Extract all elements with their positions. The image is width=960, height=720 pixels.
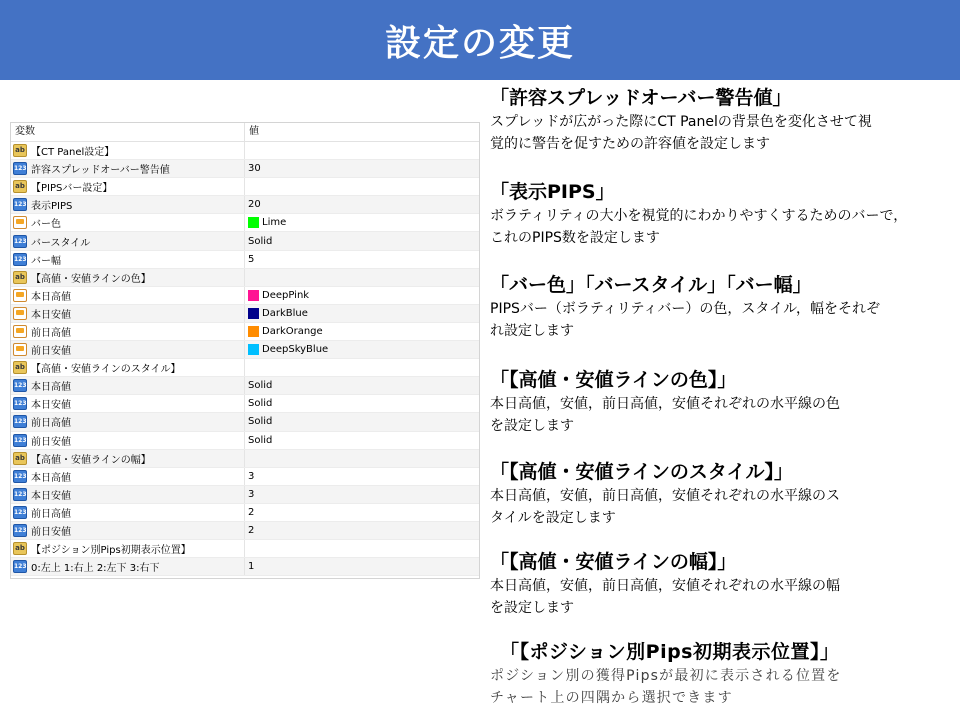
desc-title: 「【ポジション別Pips初期表示位置】」 <box>500 641 840 663</box>
desc-bar-settings <box>490 273 950 342</box>
variable-cell[interactable] <box>11 341 245 358</box>
numeric-icon: 123 <box>13 488 27 501</box>
color-icon <box>13 289 27 302</box>
variable-value: DeepPink <box>262 289 310 301</box>
desc-spread-warning <box>490 86 950 155</box>
grid-row[interactable] <box>11 341 479 359</box>
variable-value: DeepSkyBlue <box>262 344 329 356</box>
ab-icon: ab <box>13 361 27 374</box>
variable-cell[interactable] <box>11 504 245 521</box>
grid-row[interactable] <box>11 395 479 413</box>
variable-name: 前日高値 <box>31 418 71 430</box>
numeric-icon: 123 <box>13 198 27 211</box>
variable-cell[interactable] <box>11 522 245 539</box>
value-cell[interactable] <box>245 305 479 322</box>
numeric-icon: 123 <box>13 506 27 519</box>
color-icon <box>13 325 27 338</box>
variable-cell[interactable] <box>11 160 245 177</box>
value-cell[interactable] <box>245 178 479 195</box>
variable-value: 2 <box>248 525 255 537</box>
desc-body <box>490 575 950 619</box>
desc-display-pips <box>490 180 950 249</box>
grid-row[interactable] <box>11 323 479 341</box>
variable-name: 【高値・安値ラインの色】 <box>31 273 151 285</box>
variable-cell[interactable] <box>11 214 245 231</box>
variable-cell[interactable] <box>11 468 245 485</box>
value-cell[interactable] <box>245 558 479 575</box>
grid-row[interactable] <box>11 413 479 431</box>
grid-body <box>11 142 479 576</box>
desc-title: 「バー色」「バースタイル」「バー幅」 <box>490 274 812 296</box>
title-banner <box>0 0 960 80</box>
variable-name: 本日高値 <box>31 472 71 484</box>
grid-row[interactable] <box>11 214 479 232</box>
color-icon <box>13 307 27 320</box>
variable-name: バースタイル <box>31 237 91 249</box>
desc-body <box>490 665 950 709</box>
desc-line: ポジション別の獲得Pipsが最初に表示される位置を <box>490 668 842 684</box>
color-swatch <box>248 217 259 228</box>
variable-value: Solid <box>248 235 273 247</box>
variable-name: 【高値・安値ラインのスタイル】 <box>31 364 181 376</box>
grid-row[interactable] <box>11 359 479 377</box>
numeric-icon: 123 <box>13 379 27 392</box>
color-icon <box>13 343 27 356</box>
variable-cell[interactable] <box>11 432 245 449</box>
desc-line: を設定します <box>490 600 574 616</box>
grid-row[interactable] <box>11 305 479 323</box>
value-cell[interactable] <box>245 287 479 304</box>
grid-row[interactable] <box>11 269 479 287</box>
value-cell[interactable] <box>245 413 479 430</box>
desc-title: 「表示PIPS」 <box>490 181 615 203</box>
variable-cell[interactable] <box>11 269 245 286</box>
value-cell[interactable] <box>245 359 479 376</box>
numeric-icon: 123 <box>13 235 27 248</box>
column-header-variable[interactable]: 変数 <box>11 123 245 141</box>
variable-name: 本日安値 <box>31 490 71 502</box>
variable-cell[interactable] <box>11 196 245 213</box>
variable-name: 許容スプレッドオーバー警告値 <box>31 165 170 177</box>
numeric-icon: 123 <box>13 524 27 537</box>
variable-name: 前日高値 <box>31 508 71 520</box>
variable-name: 前日安値 <box>31 527 71 539</box>
grid-row[interactable] <box>11 142 479 160</box>
grid-row[interactable] <box>11 450 479 468</box>
numeric-icon: 123 <box>13 162 27 175</box>
variable-value: 2 <box>248 506 255 518</box>
ab-icon: ab <box>13 271 27 284</box>
numeric-icon: 123 <box>13 560 27 573</box>
variable-name: 前日安値 <box>31 436 71 448</box>
page-title: 設定の変更 <box>384 22 575 64</box>
grid-row[interactable] <box>11 468 479 486</box>
color-swatch <box>248 308 259 319</box>
desc-title: 「【高値・安値ラインの色】」 <box>490 369 737 391</box>
variable-cell[interactable] <box>11 413 245 430</box>
color-swatch <box>248 290 259 301</box>
variable-value: Lime <box>262 217 287 229</box>
value-cell[interactable] <box>245 251 479 268</box>
grid-row[interactable] <box>11 432 479 450</box>
variable-name: 本日安値 <box>31 400 71 412</box>
variable-name: 表示PIPS <box>31 201 73 213</box>
variable-cell[interactable] <box>11 232 245 249</box>
property-grid <box>10 122 480 579</box>
value-cell[interactable] <box>245 504 479 521</box>
numeric-icon: 123 <box>13 397 27 410</box>
variable-value: 30 <box>248 163 261 175</box>
desc-line: これのPIPS数を設定します <box>490 230 660 246</box>
grid-header <box>11 123 479 142</box>
value-cell[interactable] <box>245 323 479 340</box>
value-cell[interactable] <box>245 142 479 159</box>
color-swatch <box>248 326 259 337</box>
desc-line-width <box>490 550 950 619</box>
desc-position-pips <box>490 640 950 709</box>
grid-row[interactable] <box>11 232 479 250</box>
value-cell[interactable] <box>245 232 479 249</box>
desc-line: タイルを設定します <box>490 510 616 526</box>
numeric-icon: 123 <box>13 470 27 483</box>
grid-row[interactable] <box>11 160 479 178</box>
variable-value: Solid <box>248 380 273 392</box>
variable-value: Solid <box>248 398 273 410</box>
variable-cell[interactable] <box>11 359 245 376</box>
grid-row[interactable] <box>11 558 479 576</box>
variable-value: 3 <box>248 470 255 482</box>
value-cell[interactable] <box>245 522 479 539</box>
desc-line: ボラティリティの大小を視覚的にわかりやすくするためのバーで， <box>490 208 908 224</box>
variable-name: 前日安値 <box>31 346 71 358</box>
grid-row[interactable] <box>11 377 479 395</box>
grid-row[interactable] <box>11 540 479 558</box>
grid-row[interactable] <box>11 251 479 269</box>
grid-row[interactable] <box>11 196 479 214</box>
desc-body <box>490 298 950 342</box>
value-cell[interactable] <box>245 377 479 394</box>
grid-row[interactable] <box>11 504 479 522</box>
variable-name: バー幅 <box>31 255 61 267</box>
variable-cell[interactable] <box>11 323 245 340</box>
grid-row[interactable] <box>11 178 479 196</box>
desc-line-style <box>490 460 950 529</box>
desc-line: 本日高値，安値，前日高値，安値それぞれの水平線の色 <box>490 396 840 412</box>
variable-cell[interactable] <box>11 287 245 304</box>
value-cell[interactable] <box>245 486 479 503</box>
value-cell[interactable] <box>245 269 479 286</box>
variable-name: 【高値・安値ラインの幅】 <box>31 454 151 466</box>
variable-cell[interactable] <box>11 486 245 503</box>
value-cell[interactable] <box>245 450 479 467</box>
grid-row[interactable] <box>11 486 479 504</box>
variable-cell[interactable] <box>11 395 245 412</box>
variable-name: 【ポジション別Pips初期表示位置】 <box>31 545 191 557</box>
variable-name: 本日高値 <box>31 382 71 394</box>
desc-line-color <box>490 368 950 437</box>
variable-name: 【PIPSバー設定】 <box>31 183 113 195</box>
ab-icon: ab <box>13 542 27 555</box>
value-cell[interactable] <box>245 214 479 231</box>
variable-name: 前日高値 <box>31 327 71 339</box>
desc-line: れ設定します <box>490 323 574 339</box>
color-swatch <box>248 344 259 355</box>
variable-name: 0:左上 1:右上 2:左下 3:右下 <box>31 563 160 575</box>
desc-line: チャート上の四隅から選択できます <box>490 690 733 706</box>
variable-cell[interactable] <box>11 178 245 195</box>
variable-value: 3 <box>248 488 255 500</box>
value-cell[interactable] <box>245 540 479 557</box>
value-cell[interactable] <box>245 395 479 412</box>
variable-value: Solid <box>248 416 273 428</box>
desc-title: 「【高値・安値ラインの幅】」 <box>490 551 737 573</box>
variable-cell[interactable] <box>11 558 245 575</box>
desc-line: スプレッドが広がった際にCT Panelの背景色を変化させて視 <box>490 114 872 130</box>
variable-name: 【CT Panel設定】 <box>31 147 115 159</box>
value-cell[interactable] <box>245 196 479 213</box>
desc-body <box>490 485 950 529</box>
ab-icon: ab <box>13 452 27 465</box>
variable-name: バー色 <box>31 219 61 231</box>
color-icon <box>13 216 27 229</box>
variable-value: DarkBlue <box>262 307 308 319</box>
desc-line: 本日高値，安値，前日高値，安値それぞれの水平線の幅 <box>490 578 840 594</box>
variable-value: 20 <box>248 199 261 211</box>
variable-cell[interactable] <box>11 251 245 268</box>
value-cell[interactable] <box>245 468 479 485</box>
variable-value: 5 <box>248 253 255 265</box>
numeric-icon: 123 <box>13 434 27 447</box>
desc-body <box>490 111 950 155</box>
grid-row[interactable] <box>11 287 479 305</box>
desc-title: 「許容スプレッドオーバー警告値」 <box>490 87 792 109</box>
variable-name: 本日高値 <box>31 291 71 303</box>
desc-line: を設定します <box>490 418 574 434</box>
variable-cell[interactable] <box>11 450 245 467</box>
variable-cell[interactable] <box>11 305 245 322</box>
desc-line: 本日高値，安値，前日高値，安値それぞれの水平線のス <box>490 488 840 504</box>
desc-title: 「【高値・安値ラインのスタイル】」 <box>490 461 794 483</box>
value-cell[interactable] <box>245 160 479 177</box>
ab-icon: ab <box>13 180 27 193</box>
grid-row[interactable] <box>11 522 479 540</box>
variable-value: 1 <box>248 561 255 573</box>
ab-icon: ab <box>13 144 27 157</box>
value-cell[interactable] <box>245 432 479 449</box>
desc-line: PIPSバー（ボラティリティバー）の色，スタイル，幅をそれぞ <box>490 301 880 317</box>
variable-cell[interactable] <box>11 540 245 557</box>
value-cell[interactable] <box>245 341 479 358</box>
variable-name: 本日安値 <box>31 309 71 321</box>
variable-value: Solid <box>248 434 273 446</box>
variable-value: DarkOrange <box>262 325 323 337</box>
variable-cell[interactable] <box>11 142 245 159</box>
column-header-value[interactable]: 値 <box>249 126 259 137</box>
numeric-icon: 123 <box>13 415 27 428</box>
numeric-icon: 123 <box>13 253 27 266</box>
desc-body <box>490 393 950 437</box>
variable-cell[interactable] <box>11 377 245 394</box>
desc-body <box>490 205 950 249</box>
desc-line: 覚的に警告を促すための許容値を設定します <box>490 136 770 152</box>
